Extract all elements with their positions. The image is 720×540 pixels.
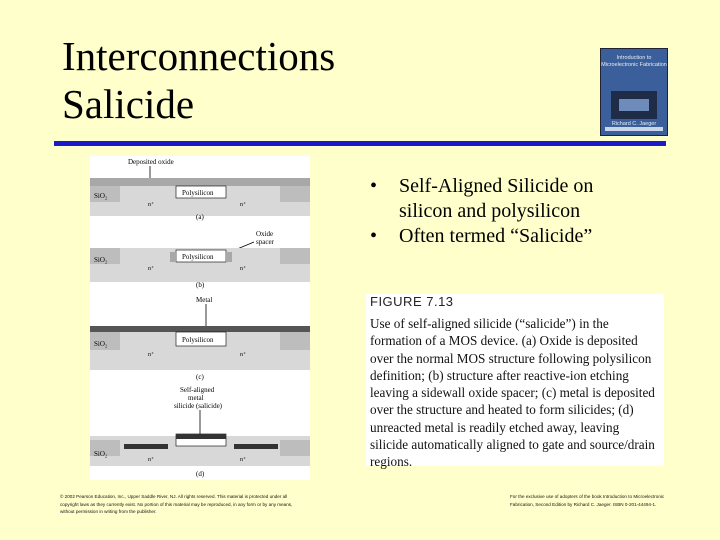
bullet-text: Self-Aligned Silicide on silicon and polysilicon	[399, 175, 594, 222]
label-sio2-a: SiO₂	[94, 192, 108, 200]
panel-b	[90, 230, 310, 289]
label-nplus-right-d: n⁺	[240, 457, 247, 463]
book-cover-art-detail	[619, 99, 649, 111]
title-line-2: Salicide	[62, 81, 195, 127]
label-nplus-left-d: n⁺	[148, 457, 155, 463]
label-polysilicon-b: Polysilicon	[182, 253, 214, 261]
field-oxide-right-d	[280, 440, 310, 456]
label-oxide-spacer-1: Oxide	[256, 230, 274, 238]
label-salicide-3: silicide (salicide)	[174, 402, 223, 410]
book-cover-thumbnail	[600, 48, 668, 136]
book-cover-footer-bar	[605, 127, 663, 131]
title-line-1: Interconnections	[62, 33, 336, 79]
book-author: Richard C. Jaeger	[611, 121, 657, 127]
label-polysilicon-a: Polysilicon	[182, 189, 214, 197]
label-panel-d: (d)	[196, 470, 205, 478]
label-panel-b: (b)	[196, 281, 205, 289]
label-oxide-spacer-2: spacer	[256, 238, 274, 246]
caption-heading: FIGURE 7.13	[370, 294, 454, 309]
panel-c	[90, 296, 310, 381]
bullet-item	[370, 174, 649, 224]
panel-d	[90, 386, 310, 478]
label-sio2-c: SiO₂	[94, 340, 108, 348]
source-silicide	[124, 444, 168, 449]
spacer-right	[226, 252, 232, 262]
label-salicide-1: Self-aligned	[180, 386, 215, 394]
bullet-dot-icon: •	[370, 175, 378, 197]
bullet-dot-icon: •	[370, 225, 378, 247]
label-sio2-b: SiO₂	[94, 256, 108, 264]
panel-a	[90, 158, 310, 221]
label-polysilicon-c: Polysilicon	[182, 336, 214, 344]
drain-silicide	[234, 444, 278, 449]
label-nplus-right-c: n⁺	[240, 352, 247, 358]
label-nplus-left-c: n⁺	[148, 352, 155, 358]
salicide-process-figure	[90, 156, 310, 480]
label-nplus-right-b: n⁺	[240, 266, 247, 272]
copyright-footer: © 2002 Pearson Education, Inc., Upper Saddle River, NJ. All rights reserved. This material is protected under all copyright laws as they currently exist. No portion of this material may be reproduced, in any form or by any means, without permission in writing from the publisher.	[60, 494, 293, 514]
bullet-list	[370, 174, 649, 249]
spacer-left	[170, 252, 176, 262]
metal-layer	[90, 326, 310, 332]
caption-body: Use of self-aligned silicide (“salicide”) in the formation of a MOS device. (a) Oxide is deposited over the normal MOS structure following polysilicon definition; (b) structure after reactive-ion etching leaving a sidewall oxide spacer; (c) metal is deposited over the structure and heated to form silicides; (d) unreacted metal is readily etched away, leaving silicide automatically aligned to gate and source/drain regions.	[370, 316, 655, 470]
label-panel-a: (a)	[196, 213, 204, 221]
slide-title	[62, 32, 335, 128]
figure-caption	[366, 294, 664, 470]
field-oxide-right-a	[280, 186, 310, 202]
label-nplus-left-a: n⁺	[148, 202, 155, 208]
label-sio2-d: SiO₂	[94, 450, 108, 458]
label-salicide-2: metal	[188, 394, 204, 402]
label-metal: Metal	[196, 296, 213, 304]
field-oxide-right-b	[280, 248, 310, 264]
book-cover-text: Introduction to Microelectronic Fabrication	[601, 55, 667, 68]
cross-section-diagram	[90, 156, 310, 480]
field-oxide-right-c	[280, 332, 310, 350]
label-nplus-left-b: n⁺	[148, 266, 155, 272]
label-panel-c: (c)	[196, 373, 204, 381]
label-nplus-right-a: n⁺	[240, 202, 247, 208]
label-deposited-oxide: Deposited oxide	[128, 158, 174, 166]
adopter-footer: For the exclusive use of adopters of the book Introduction to Microelectronic Fabrication, Second Edition by Richard C. Jaeger. ISBN 0-201-44494-1.	[510, 494, 665, 507]
title-divider	[54, 141, 666, 146]
deposited-oxide-layer	[90, 178, 310, 186]
bullet-text: Often termed “Salicide”	[399, 225, 593, 247]
gate-silicide	[176, 434, 226, 439]
bullet-item	[370, 224, 649, 249]
